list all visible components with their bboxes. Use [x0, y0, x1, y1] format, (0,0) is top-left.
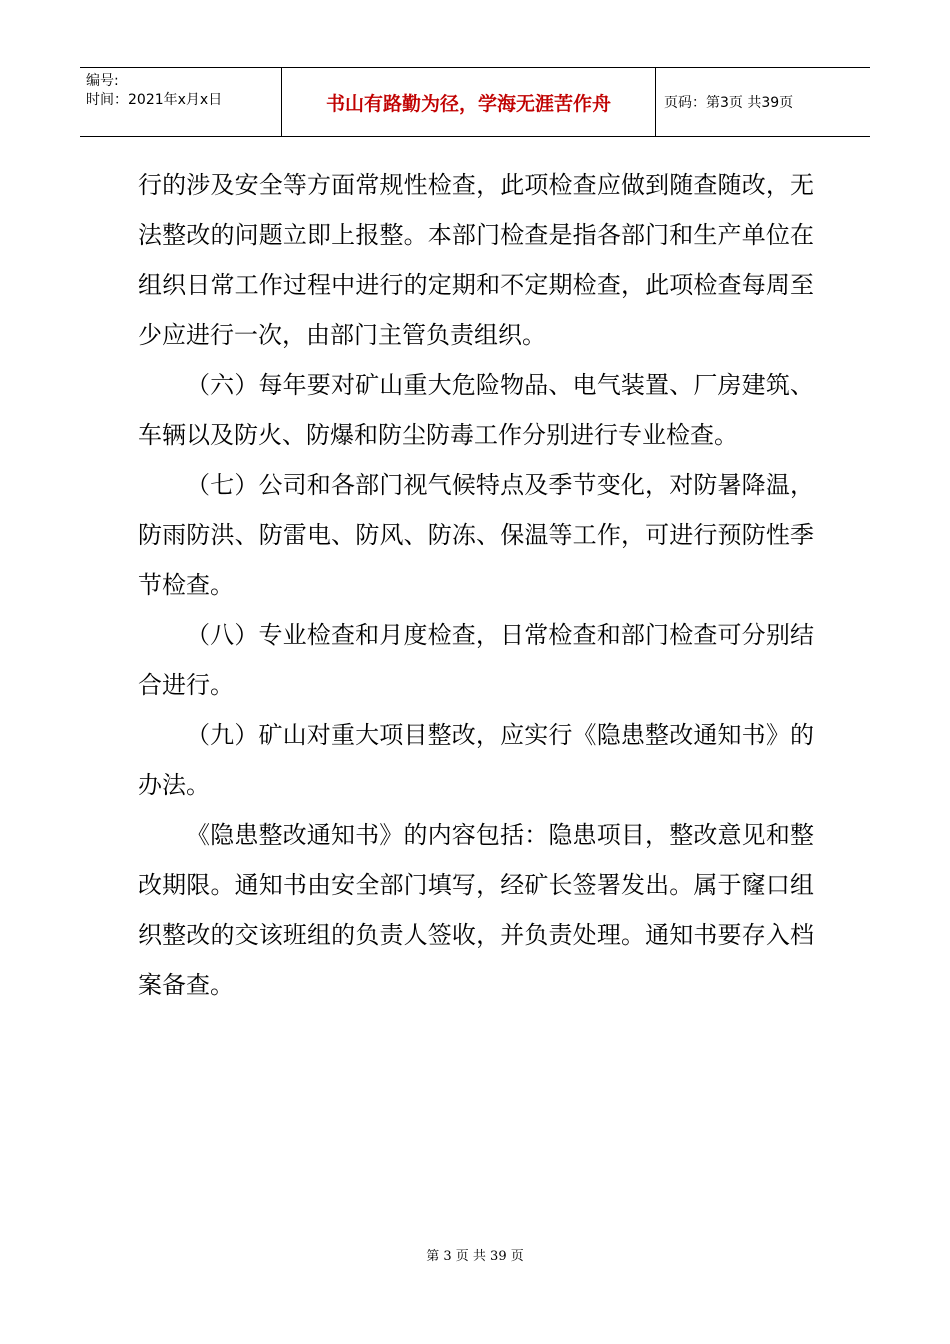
body-paragraph: （六）每年要对矿山重大危险物品、电气装置、厂房建筑、车辆以及防火、防爆和防尘防毒工作分别进行专业检查。	[138, 371, 814, 449]
body-paragraph: （九）矿山对重大项目整改，应实行《隐患整改通知书》的办法。	[138, 721, 814, 799]
page-header	[80, 67, 870, 137]
body-paragraph: （七）公司和各部门视气候特点及季节变化，对防暑降温，防雨防洪、防雷电、防风、防冻、保温等工作，可进行预防性季节检查。	[138, 471, 814, 599]
document-body	[138, 160, 814, 1010]
page-footer: 第 3 页 共 39 页	[426, 1249, 524, 1264]
body-paragraph: 行的涉及安全等方面常规性检查，此项检查应做到随查随改，无法整改的问题立即上报整。本部门检查是指各部门和生产单位在组织日常工作过程中进行的定期和不定期检查，此项检查每周至少应进行一次，由部门主管负责组织。	[138, 171, 814, 349]
document-number-label: 编号:	[86, 73, 119, 89]
document-time-label: 时间：2021年x月x日	[86, 92, 223, 108]
body-paragraph: （八）专业检查和月度检查，日常检查和部门检查可分别结合进行。	[138, 621, 814, 699]
header-meta-cell	[80, 68, 282, 136]
header-page-info: 页码：第3页 共39页	[664, 95, 794, 111]
header-motto: 书山有路勤为径，学海无涯苦作舟	[282, 68, 656, 136]
body-paragraph: 《隐患整改通知书》的内容包括：隐患项目，整改意见和整改期限。通知书由安全部门填写，经矿长签署发出。属于窿口组织整改的交该班组的负责人签收，并负责处理。通知书要存入档案备查。	[138, 821, 814, 999]
